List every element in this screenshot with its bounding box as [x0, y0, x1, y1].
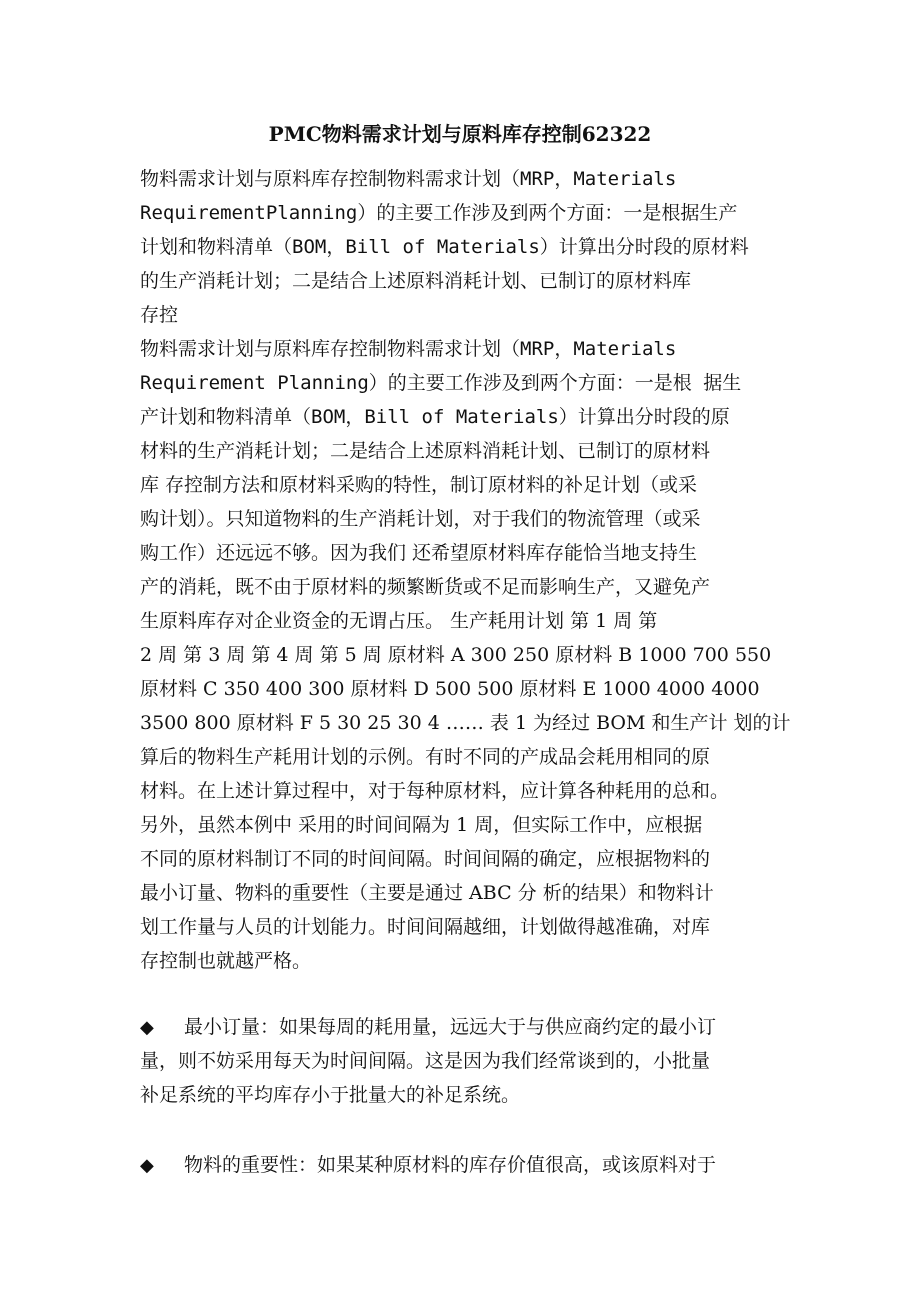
summary-paragraph [140, 162, 830, 332]
main-line: 另外，虽然本例中 采用的时间间隔为 1 周，但实际工作中，应根据 [140, 814, 703, 836]
bullet-line: 补足系统的平均库存小于批量大的补足系统。 [140, 1084, 521, 1106]
summary-line: 计划和物料清单（BOM，Bill of Materials）计算出分时段的原材料 [140, 236, 749, 258]
main-line: 购计划）。只知道物料的生产消耗计划，对于我们的物流管理（或采 [140, 508, 701, 530]
bullet-line: 量，则不妨采用每天为时间间隔。这是因为我们经常谈到的，小批量 [140, 1050, 711, 1072]
diamond-bullet-icon: ◆ [140, 1017, 154, 1038]
bullet-line [140, 1148, 830, 1182]
main-paragraph [140, 332, 830, 978]
bullet-line [140, 1010, 830, 1044]
bullet-paragraph-importance [140, 1148, 830, 1182]
bullet-paragraph-min-order [140, 1010, 830, 1112]
main-line: 划工作量与人员的计划能力。时间间隔越细，计划做得越准确，对库 [140, 916, 711, 938]
main-line: 购工作）还远远不够。因为我们 还希望原材料库存能恰当地支持生 [140, 542, 698, 564]
diamond-bullet-icon: ◆ [140, 1155, 154, 1176]
main-line: 原材料 C 350 400 300 原材料 D 500 500 原材料 E 1000 4000 4000 [140, 678, 760, 700]
main-line: 2 周 第 3 周 第 4 周 第 5 周 原材料 A 300 250 原材料 B 1000 700 550 [140, 644, 772, 666]
main-line: 生原料库存对企业资金的无谓占压。 生产耗用计划 第 1 周 第 [140, 610, 658, 632]
main-line: 产的消耗，既不由于原材料的频繁断货或不足而影响生产，又避免产 [140, 576, 711, 598]
main-line: 物料需求计划与原料库存控制物料需求计划（MRP，Materials [140, 338, 677, 360]
bullet-text: 物料的重要性：如果某种原材料的库存价值很高，或该原料对于 [184, 1154, 717, 1176]
summary-line: 物料需求计划与原料库存控制物料需求计划（MRP，Materials [140, 168, 677, 190]
main-line: 材料。在上述计算过程中，对于每种原材料，应计算各种耗用的总和。 [140, 780, 730, 802]
main-line: 算后的物料生产耗用计划的示例。有时不同的产成品会耗用相同的原 [140, 746, 711, 768]
summary-line: 存控 [140, 304, 179, 326]
bullet-text: 最小订量：如果每周的耗用量，远远大于与供应商约定的最小订 [184, 1016, 717, 1038]
main-line: 材料的生产消耗计划；二是结合上述原料消耗计划、已制订的原材料 [140, 440, 711, 462]
main-line: 库 存控制方法和原材料采购的特性，制订原材料的补足计划（或采 [140, 474, 698, 496]
main-line: Requirement Planning）的主要工作涉及到两个方面：一是根 据生 [140, 372, 742, 394]
summary-line: 的生产消耗计划；二是结合上述原料消耗计划、已制订的原材料库 [140, 270, 692, 292]
document-title: PMC物料需求计划与原料库存控制62322 [268, 122, 652, 146]
summary-line: RequirementPlanning）的主要工作涉及到两个方面：一是根据生产 [140, 202, 738, 224]
main-line: 3500 800 原材料 F 5 30 25 30 4 …… 表 1 为经过 BOM 和生产计 划的计 [140, 712, 791, 734]
main-line: 产计划和物料清单（BOM，Bill of Materials）计算出分时段的原 [140, 406, 730, 428]
main-line: 不同的原材料制订不同的时间间隔。时间间隔的确定，应根据物料的 [140, 848, 711, 870]
main-line: 存控制也就越严格。 [140, 950, 312, 972]
main-line: 最小订量、物料的重要性（主要是通过 ABC 分 析的结果）和物料计 [140, 882, 714, 904]
